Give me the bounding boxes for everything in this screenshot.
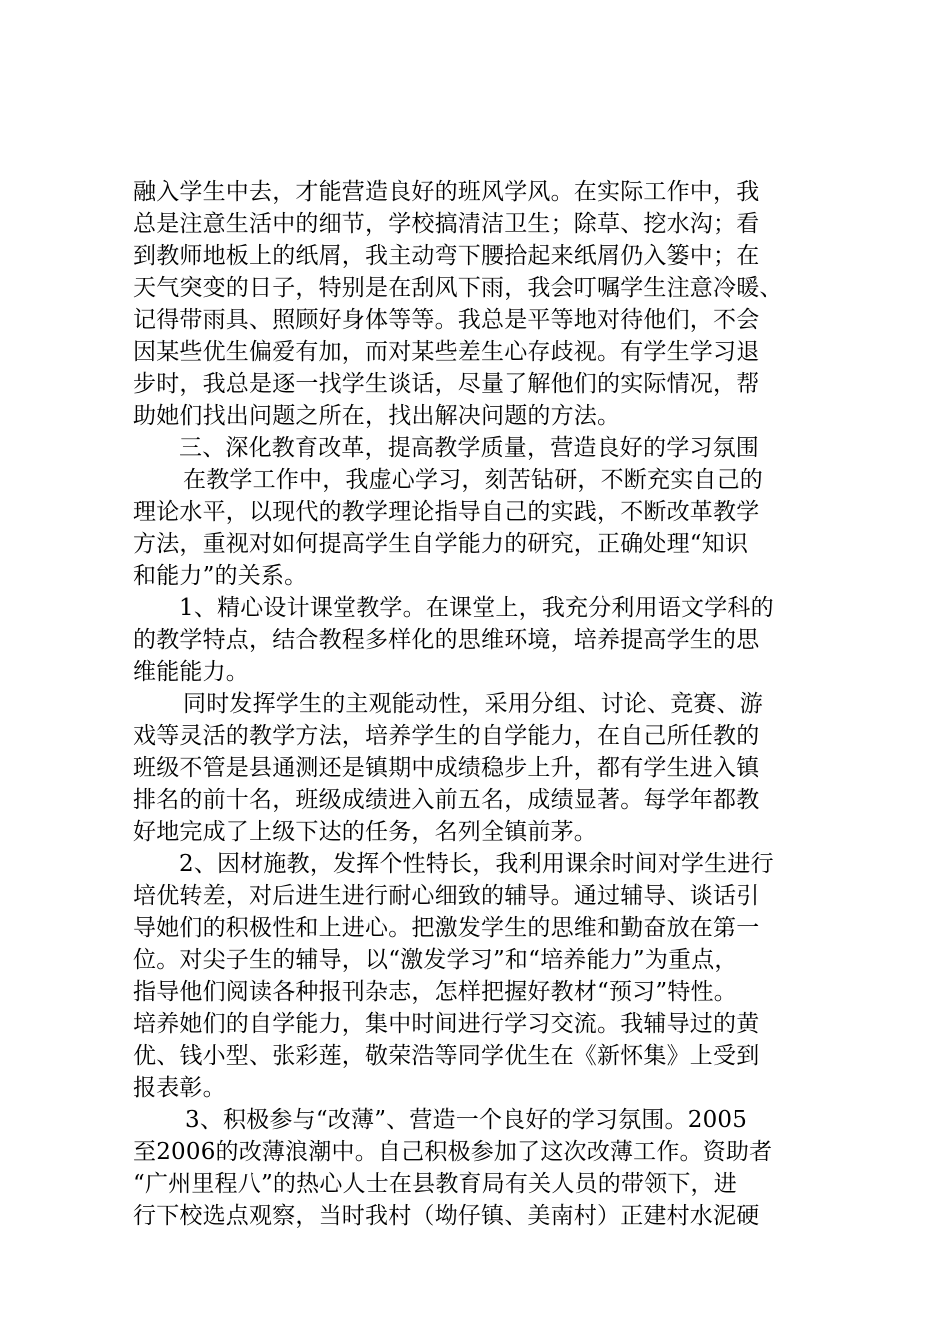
- text-line: 1、精心设计课堂教学。在课堂上，我充分利用语文学科的: [179, 595, 774, 621]
- text-line: 3、积极参与“改薄”、营造一个良好的学习氛围。2005: [185, 1107, 748, 1133]
- text-line: 三、深化教育改革，提高教学质量，营造良好的学习氛围: [179, 435, 759, 461]
- text-line: 维能能力。: [133, 659, 249, 685]
- text-line: 步时，我总是逐一找学生谈话，尽量了解他们的实际情况，帮: [133, 371, 760, 397]
- text-line: 理论水平，以现代的教学理论指导自己的实践，不断改革教学: [133, 499, 760, 525]
- text-line: 培养她们的自学能力，集中时间进行学习交流。我辅导过的黄: [133, 1011, 760, 1037]
- text-line: 好地完成了上级下达的任务，名列全镇前茅。: [133, 819, 597, 845]
- text-line: 在教学工作中，我虚心学习，刻苦钻研，不断充实自己的: [183, 467, 763, 493]
- text-line: 行下校选点观察，当时我村（坳仔镇、美南村）正建村水泥硬: [133, 1203, 760, 1229]
- text-line: “广州里程八”的热心人士在县教育局有关人员的带领下，进: [133, 1171, 737, 1197]
- text-line: 天气突变的日子，特别是在刮风下雨，我会叮嘱学生注意冷暖、: [133, 275, 783, 301]
- text-line: 位。对尖子生的辅导，以“激发学习”和“培养能力”为重点，: [133, 947, 738, 973]
- text-line: 优、钱小型、张彩莲，敬荣浩等同学优生在《新怀集》上受到: [133, 1043, 760, 1069]
- text-line: 至2006的改薄浪潮中。自己积极参加了这次改薄工作。资助者: [133, 1139, 773, 1165]
- text-line: 班级不管是县通测还是镇期中成绩稳步上升，都有学生进入镇: [133, 755, 760, 781]
- text-line: 记得带雨具、照顾好身体等等。我总是平等地对待他们，不会: [133, 307, 760, 333]
- text-line: 因某些优生偏爱有加，而对某些差生心存歧视。有学生学习退: [133, 339, 760, 365]
- text-line: 到教师地板上的纸屑，我主动弯下腰拾起来纸屑仍入篓中；在: [133, 243, 760, 269]
- text-line: 融入学生中去，才能营造良好的班风学风。在实际工作中，我: [133, 179, 760, 205]
- text-line: 导她们的积极性和上进心。把激发学生的思维和勤奋放在第一: [133, 915, 760, 941]
- text-line: 培优转差，对后进生进行耐心细致的辅导。通过辅导、谈话引: [133, 883, 760, 909]
- text-line: 和能力”的关系。: [133, 563, 308, 589]
- text-line: 指导他们阅读各种报刊杂志，怎样把握好教材“预习”特性。: [133, 979, 737, 1005]
- text-line: 的教学特点，结合教程多样化的思维环境，培养提高学生的思: [133, 627, 760, 653]
- text-line: 助她们找出问题之所在，找出解决问题的方法。: [133, 403, 621, 429]
- text-line: 同时发挥学生的主观能动性，采用分组、讨论、竞赛、游: [183, 691, 763, 717]
- text-line: 方法，重视对如何提高学生自学能力的研究，正确处理“知识: [133, 531, 749, 557]
- text-line: 总是注意生活中的细节，学校搞清洁卫生；除草、挖水沟；看: [133, 211, 760, 237]
- text-line: 戏等灵活的教学方法，培养学生的自学能力，在自己所任教的: [133, 723, 760, 749]
- text-line: 2、因材施教，发挥个性特长，我利用课余时间对学生进行: [179, 851, 774, 877]
- text-line: 报表彰。: [133, 1075, 226, 1101]
- text-line: 排名的前十名，班级成绩进入前五名，成绩显著。每学年都教: [133, 787, 760, 813]
- document-page: [133, 176, 833, 1232]
